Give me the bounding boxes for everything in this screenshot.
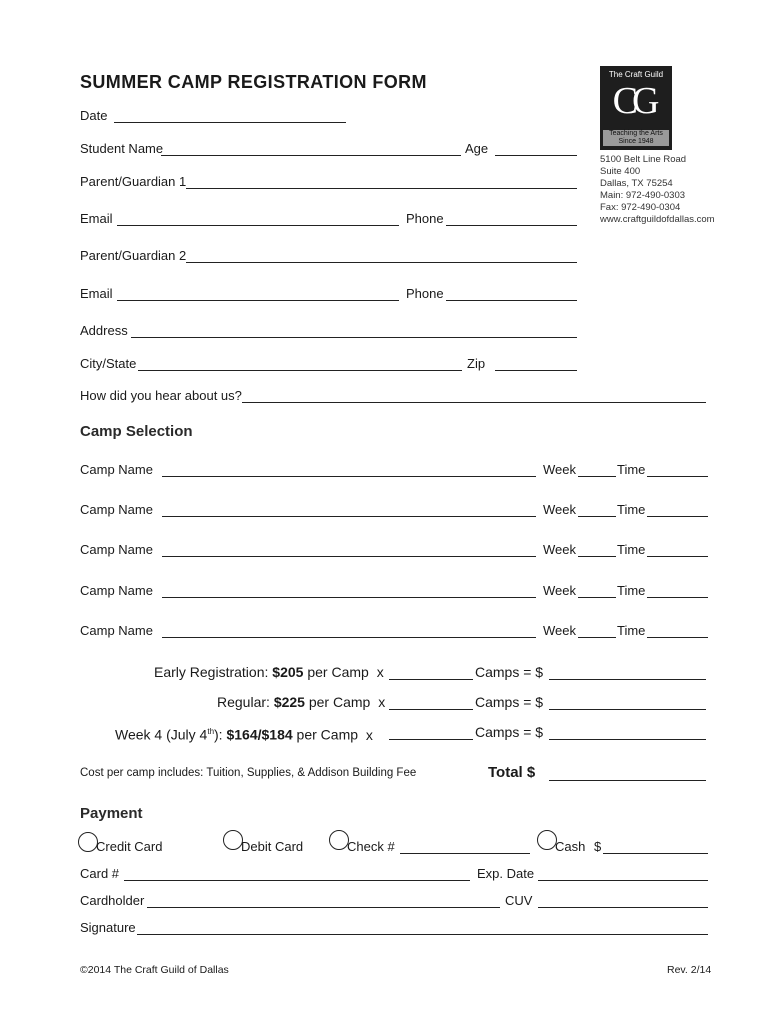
card-number-label: Card # (80, 866, 120, 881)
time-field[interactable] (647, 476, 708, 477)
main-phone: Main: 972-490-0303 (600, 190, 686, 201)
zip-field[interactable] (495, 370, 577, 371)
logo-tagline-1: Teaching the Arts (609, 130, 663, 137)
signature-field[interactable] (137, 934, 708, 935)
time-label: Time (617, 462, 646, 477)
regular-rate (217, 693, 385, 711)
camp-name-field[interactable] (162, 637, 536, 638)
early-camps-count-field[interactable] (389, 679, 473, 680)
per-camp-label: per Camp (308, 694, 371, 710)
email1-label: Email (80, 211, 113, 226)
credit-card-label: Credit Card (96, 839, 163, 854)
parent2-field[interactable] (186, 262, 577, 263)
craft-guild-logo (600, 66, 672, 150)
week-field[interactable] (578, 516, 616, 517)
cardholder-label: Cardholder (80, 893, 145, 908)
time-field[interactable] (647, 556, 708, 557)
regular-camps-count-field[interactable] (389, 709, 473, 710)
week-label: Week (543, 462, 576, 477)
student-name-label: Student Name (80, 141, 164, 156)
phone2-label: Phone (406, 286, 444, 301)
logo-tagline (603, 130, 669, 146)
early-amount-field[interactable] (549, 679, 706, 680)
check-radio[interactable] (329, 830, 349, 850)
camps-equals-label: Camps = $ (475, 664, 544, 680)
times-sign: x (376, 664, 384, 680)
camp-name-label: Camp Name (80, 502, 153, 517)
week4-close: ): (214, 726, 223, 743)
camp-name-field[interactable] (162, 597, 536, 598)
email2-field[interactable] (117, 300, 399, 301)
email1-field[interactable] (117, 225, 399, 226)
zip-label: Zip (467, 356, 486, 371)
age-label: Age (465, 141, 489, 156)
camp-name-label: Camp Name (80, 462, 153, 477)
camps-equals-label: Camps = $ (475, 724, 544, 740)
week-field[interactable] (578, 637, 616, 638)
camp-selection-heading: Camp Selection (80, 423, 193, 440)
cardholder-field[interactable] (147, 907, 500, 908)
week4-amount-field[interactable] (549, 739, 706, 740)
debit-card-radio[interactable] (223, 830, 243, 850)
card-number-field[interactable] (124, 880, 470, 881)
camp-name-field[interactable] (162, 476, 536, 477)
logo-mark: CG (612, 80, 654, 122)
week4-rate (115, 723, 373, 744)
city-state-label: City/State (80, 356, 137, 371)
contact-address (600, 154, 715, 226)
age-field[interactable] (495, 155, 577, 156)
camp-name-field[interactable] (162, 556, 536, 557)
regular-amount-field[interactable] (549, 709, 706, 710)
early-label: Early Registration: (154, 664, 269, 680)
debit-card-label: Debit Card (241, 839, 304, 854)
cash-label: Cash (555, 839, 586, 854)
parent1-field[interactable] (186, 188, 577, 189)
hear-field[interactable] (242, 402, 706, 403)
week-label: Week (543, 502, 576, 517)
phone2-field[interactable] (446, 300, 577, 301)
week-label: Week (543, 583, 576, 598)
camp-name-label: Camp Name (80, 542, 153, 557)
early-registration-rate (154, 663, 384, 681)
date-field[interactable] (114, 122, 346, 123)
times-sign: x (365, 726, 373, 743)
week-field[interactable] (578, 476, 616, 477)
website: www.craftguildofdallas.com (600, 214, 715, 225)
address-line-2: Suite 400 (600, 166, 641, 177)
address-label: Address (80, 323, 128, 338)
payment-heading: Payment (80, 805, 143, 822)
regular-price: $225 (273, 694, 305, 710)
cost-includes-note: Cost per camp includes: Tuition, Supplies, & Addison Building Fee (80, 767, 417, 779)
week-field[interactable] (578, 556, 616, 557)
camp-name-label: Camp Name (80, 583, 153, 598)
date-label: Date (80, 108, 108, 123)
week4-camps-count-field[interactable] (389, 739, 473, 740)
total-amount-field[interactable] (549, 780, 706, 781)
time-label: Time (617, 542, 646, 557)
time-field[interactable] (647, 637, 708, 638)
total-label: Total $ (488, 764, 536, 781)
address-field[interactable] (131, 337, 577, 338)
parent1-label: Parent/Guardian 1 (80, 174, 187, 189)
time-field[interactable] (647, 516, 708, 517)
camps-equals-label: Camps = $ (475, 694, 544, 710)
times-sign: x (378, 694, 386, 710)
camp-name-label: Camp Name (80, 623, 153, 638)
per-camp-label: per Camp (296, 726, 359, 743)
city-state-field[interactable] (138, 370, 462, 371)
week4-price: $164/$184 (226, 726, 293, 743)
time-label: Time (617, 623, 646, 638)
week-label: Week (543, 623, 576, 638)
form-title: SUMMER CAMP REGISTRATION FORM (80, 72, 427, 92)
parent2-label: Parent/Guardian 2 (80, 248, 187, 263)
week4-label: Week 4 (July 4 (115, 726, 208, 743)
address-line-1: 5100 Belt Line Road (600, 154, 687, 165)
early-price: $205 (272, 664, 304, 680)
check-number-field[interactable] (400, 853, 530, 854)
cash-radio[interactable] (537, 830, 557, 850)
cash-amount-field[interactable] (603, 853, 708, 854)
camp-name-field[interactable] (162, 516, 536, 517)
copyright-text: ©2014 The Craft Guild of Dallas (80, 964, 229, 976)
student-name-field[interactable] (161, 155, 461, 156)
week-field[interactable] (578, 597, 616, 598)
credit-card-radio[interactable] (78, 832, 98, 852)
exp-date-label: Exp. Date (477, 866, 535, 881)
time-field[interactable] (647, 597, 708, 598)
week-label: Week (543, 542, 576, 557)
email2-label: Email (80, 286, 113, 301)
per-camp-label: per Camp (307, 664, 369, 680)
week4-sup: th (207, 727, 215, 736)
cuv-label: CUV (505, 893, 533, 908)
revision-text: Rev. 2/14 (667, 964, 712, 976)
cuv-field[interactable] (538, 907, 708, 908)
cash-dollar-sign: $ (594, 839, 602, 854)
exp-date-field[interactable] (538, 880, 708, 881)
time-label: Time (617, 583, 646, 598)
phone1-label: Phone (406, 211, 444, 226)
check-label: Check # (347, 839, 395, 854)
phone1-field[interactable] (446, 225, 577, 226)
regular-label: Regular: (217, 694, 270, 710)
hear-label: How did you hear about us? (80, 388, 242, 403)
time-label: Time (617, 502, 646, 517)
signature-label: Signature (80, 920, 136, 935)
logo-tagline-2: Since 1948 (618, 138, 654, 145)
logo-brand-text: The Craft Guild (608, 70, 664, 79)
fax-number: Fax: 972-490-0304 (600, 202, 681, 213)
address-line-3: Dallas, TX 75254 (600, 178, 673, 189)
